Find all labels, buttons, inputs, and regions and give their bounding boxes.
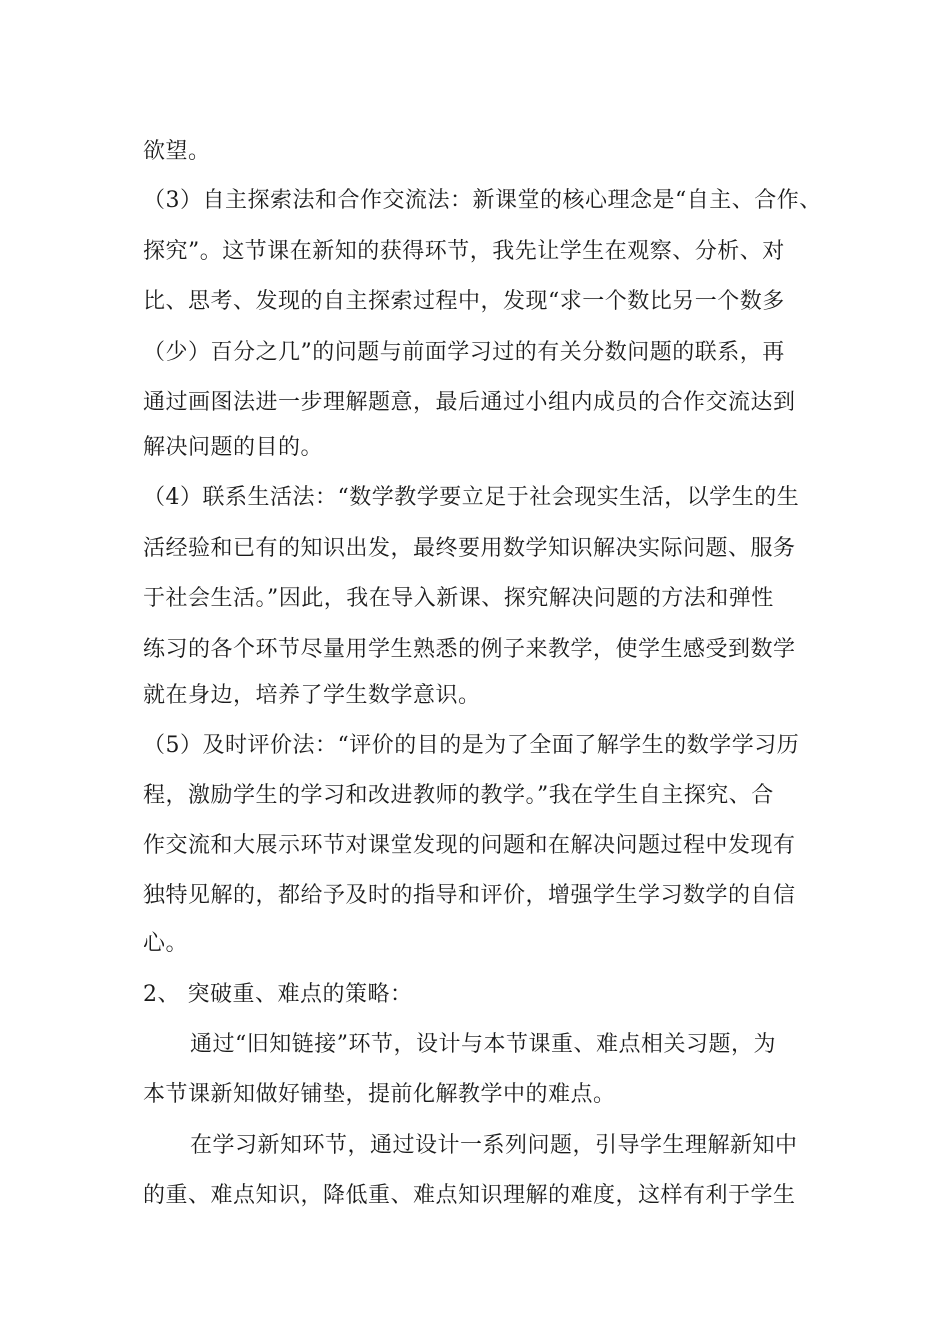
text-line: （5）及时评价法：“评价的目的是为了全面了解学生的数学学习历 [143,733,800,758]
text-line: 通过“旧知链接”环节，设计与本节课重、难点相关习题，为 [190,1032,776,1057]
text-line: 解决问题的目的。 [143,435,324,460]
text-line: 心。 [143,931,189,956]
text-line: 在学习新知环节，通过设计一系列问题，引导学生理解新知中 [190,1133,798,1158]
text-line: 作交流和大展示环节对课堂发现的问题和在解决问题过程中发现有 [143,833,796,858]
text-line: 探究”。这节课在新知的获得环节，我先让学生在观察、分析、对 [143,239,785,264]
text-line: 活经验和已有的知识出发，最终要用数学知识解决实际问题、服务 [143,536,796,561]
text-line: 本节课新知做好铺垫，提前化解教学中的难点。 [143,1082,616,1107]
text-line: 于社会生活。”因此，我在导入新课、探究解决问题的方法和弹性 [143,586,774,611]
text-line: 通过画图法进一步理解题意，最后通过小组内成员的合作交流达到 [143,390,796,415]
text-line: 比、思考、发现的自主探索过程中，发现“求一个数比另一个数多 [143,289,785,314]
text-line: 就在身边，培养了学生数学意识。 [143,683,481,708]
text-line: 程，激励学生的学习和改进教师的教学。”我在学生自主探究、合 [143,783,774,808]
text-line: 的重、难点知识，降低重、难点知识理解的难度，这样有利于学生 [143,1183,796,1208]
section-heading: 2、 突破重、难点的策略： [143,982,413,1007]
text-line: 独特见解的，都给予及时的指导和评价，增强学生学习数学的自信 [143,883,796,908]
text-line: （4）联系生活法：“数学教学要立足于社会现实生活，以学生的生 [143,485,800,510]
text-line: 练习的各个环节尽量用学生熟悉的例子来教学，使学生感受到数学 [143,637,796,662]
text-line: （3）自主探索法和合作交流法：新课堂的核心理念是“自主、合作、 [143,188,822,213]
text-line: 欲望。 [143,139,211,164]
text-line: （少）百分之几”的问题与前面学习过的有关分数问题的联系，再 [143,340,785,365]
